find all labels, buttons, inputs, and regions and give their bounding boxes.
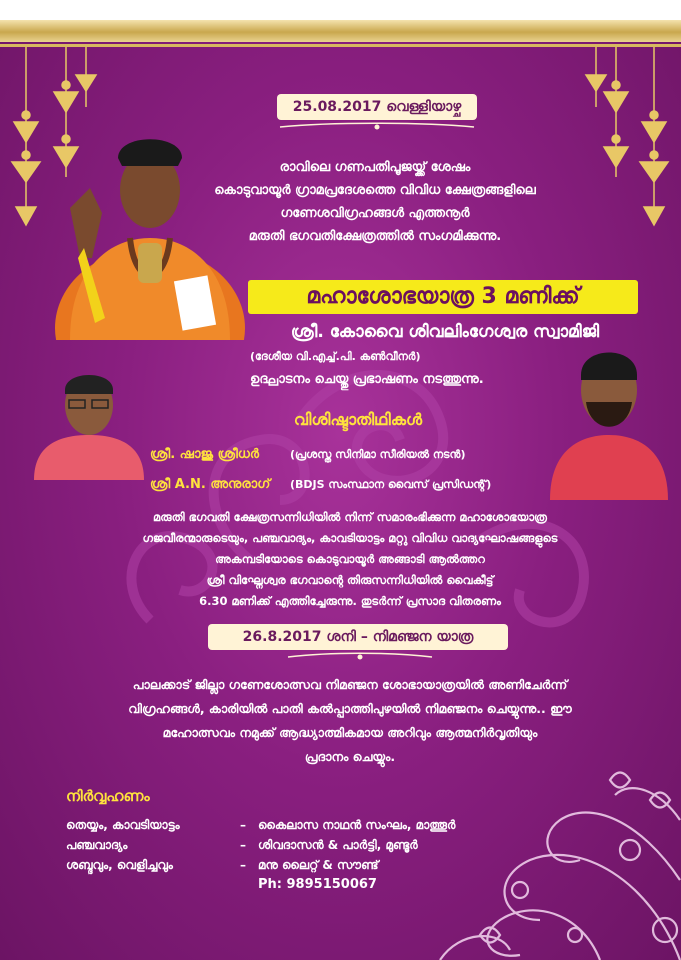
- swamiji-title: (ദേശീയ വി.എച്ച്.പി. കൺവീനർ): [250, 350, 421, 363]
- day1-date-label: 25.08.2017 വെള്ളിയാഴ്ച: [277, 94, 477, 120]
- day2-line-2: വിഗ്രഹങ്ങൾ, കാരിയിൽ പാതി കൽപ്പാത്തിപുഴയിൽ നിമഞ്ജനം ചെയ്യുന്നു.. ഈ: [128, 701, 572, 716]
- credit-item-1: തെയ്യം, കാവടിയാട്ടം: [66, 818, 180, 832]
- date-flourish: [270, 122, 484, 132]
- credits-heading: നിർവ്വഹണം: [66, 787, 150, 805]
- day2-line-4: പ്രദാനം ചെയ്യും.: [304, 749, 396, 764]
- guests-heading: വിശിഷ്ടാതിഥികൾ: [293, 410, 423, 429]
- procession-line-1: മരുതി ഭഗവതി ക്ഷേത്രസന്നിധിയിൽ നിന്ന് സമാരംഭിക്കുന്ന മഹാശോഭയാത്ര: [153, 510, 547, 524]
- guest2-desc: (BDJS സംസ്ഥാന വൈസ് പ്രസിഡന്റ്): [290, 478, 492, 491]
- hanging-lamp-right-icon: [582, 47, 674, 227]
- guest2-name: ശ്രീ A.N. അനുരാഗ്: [150, 477, 271, 492]
- guest2-portrait: [550, 340, 668, 500]
- procession-time-banner: മഹാശോഭയാത്ര 3 മണിക്ക്: [248, 280, 638, 314]
- credit-dash-1: –: [240, 818, 246, 832]
- guest1-desc: (പ്രശസ്ത സിനിമാ സീരിയൽ നടൻ): [290, 448, 466, 461]
- day1-intro-line-2: കൊടുവായൂർ ഗ്രാമപ്രദേശത്തെ വിവിധ ക്ഷേത്രങ്ങളിലെ: [214, 183, 536, 198]
- credit-by-1: കൈലാസ നാഥൻ സംഘം, മാത്തൂർ: [258, 818, 456, 832]
- day2-line-3: മഹോത്സവം നമുക്ക് ആദ്ധ്യാത്മികമായ അറിവും ആത്മനിർവൃതിയും: [162, 725, 538, 740]
- procession-line-3: അകമ്പടിയോടെ കൊടുവായൂർ അങ്ങാടി ആൽത്തറ: [215, 552, 485, 566]
- credit-by-3: മനു ലൈറ്റ് & സൗണ്ട്: [258, 858, 379, 872]
- credit-dash-3: –: [240, 858, 246, 872]
- procession-line-2: ഗജവീരന്മാരുടെയും, പഞ്ചവാദ്യം, കാവടിയാട്ടം മറ്റു വിവിധ വാദ്യഘോഷങ്ങളുടെ: [142, 531, 558, 545]
- credit-item-2: പഞ്ചവാദ്യം: [66, 838, 128, 852]
- contact-phone[interactable]: Ph: 9895150067: [258, 877, 377, 892]
- day1-intro-line-4: മരുതി ഭഗവതിക്ഷേത്രത്തിൽ സംഗമിക്കുന്നു.: [248, 229, 502, 244]
- credit-dash-2: –: [240, 838, 246, 852]
- date-flourish-2: [280, 652, 440, 662]
- day2-line-1: പാലക്കാട് ജില്ലാ ഗണേശോത്സവ നിമഞ്ജന ശോഭായാത്രയിൽ അണിചേർന്ന്: [132, 677, 568, 692]
- guest1-portrait: [34, 360, 144, 480]
- procession-line-5: 6.30 മണിക്ക് എത്തിച്ചേരുന്നു. തുടർന്ന് പ്രസാദ വിതരണം: [199, 594, 501, 608]
- day2-date-label: 26.8.2017 ശനി – നിമഞ്ജന യാത്ര: [208, 624, 508, 650]
- day1-intro-line-3: ഗണേശവിഗ്രഹങ്ങൾ എത്തനൂർ: [280, 206, 470, 221]
- inauguration-text: ഉദ്ഘാടനം ചെയ്തു പ്രഭാഷണം നടത്തുന്നു.: [250, 372, 484, 387]
- swamiji-name: ശ്രീ. കോവൈ ശിവലിംഗേശ്വര സ്വാമിജി: [290, 322, 600, 342]
- procession-line-4: ശ്രീ വിഘ്നേശ്വര ഭഗവാന്റെ തിരുസന്നിധിയിൽ വൈകീട്ട്: [206, 573, 494, 587]
- credit-by-2: ശിവദാസൻ & പാർട്ടി, മുണ്ടൂർ: [258, 838, 418, 852]
- credit-item-3: ശബ്ദവും, വെളിച്ചവും: [66, 858, 173, 872]
- guest1-name: ശ്രീ. ഷാജു ശ്രീധർ: [150, 447, 259, 462]
- day1-intro-line-1: രാവിലെ ഗണപതിപൂജയ്ക്ക് ശേഷം: [279, 160, 471, 175]
